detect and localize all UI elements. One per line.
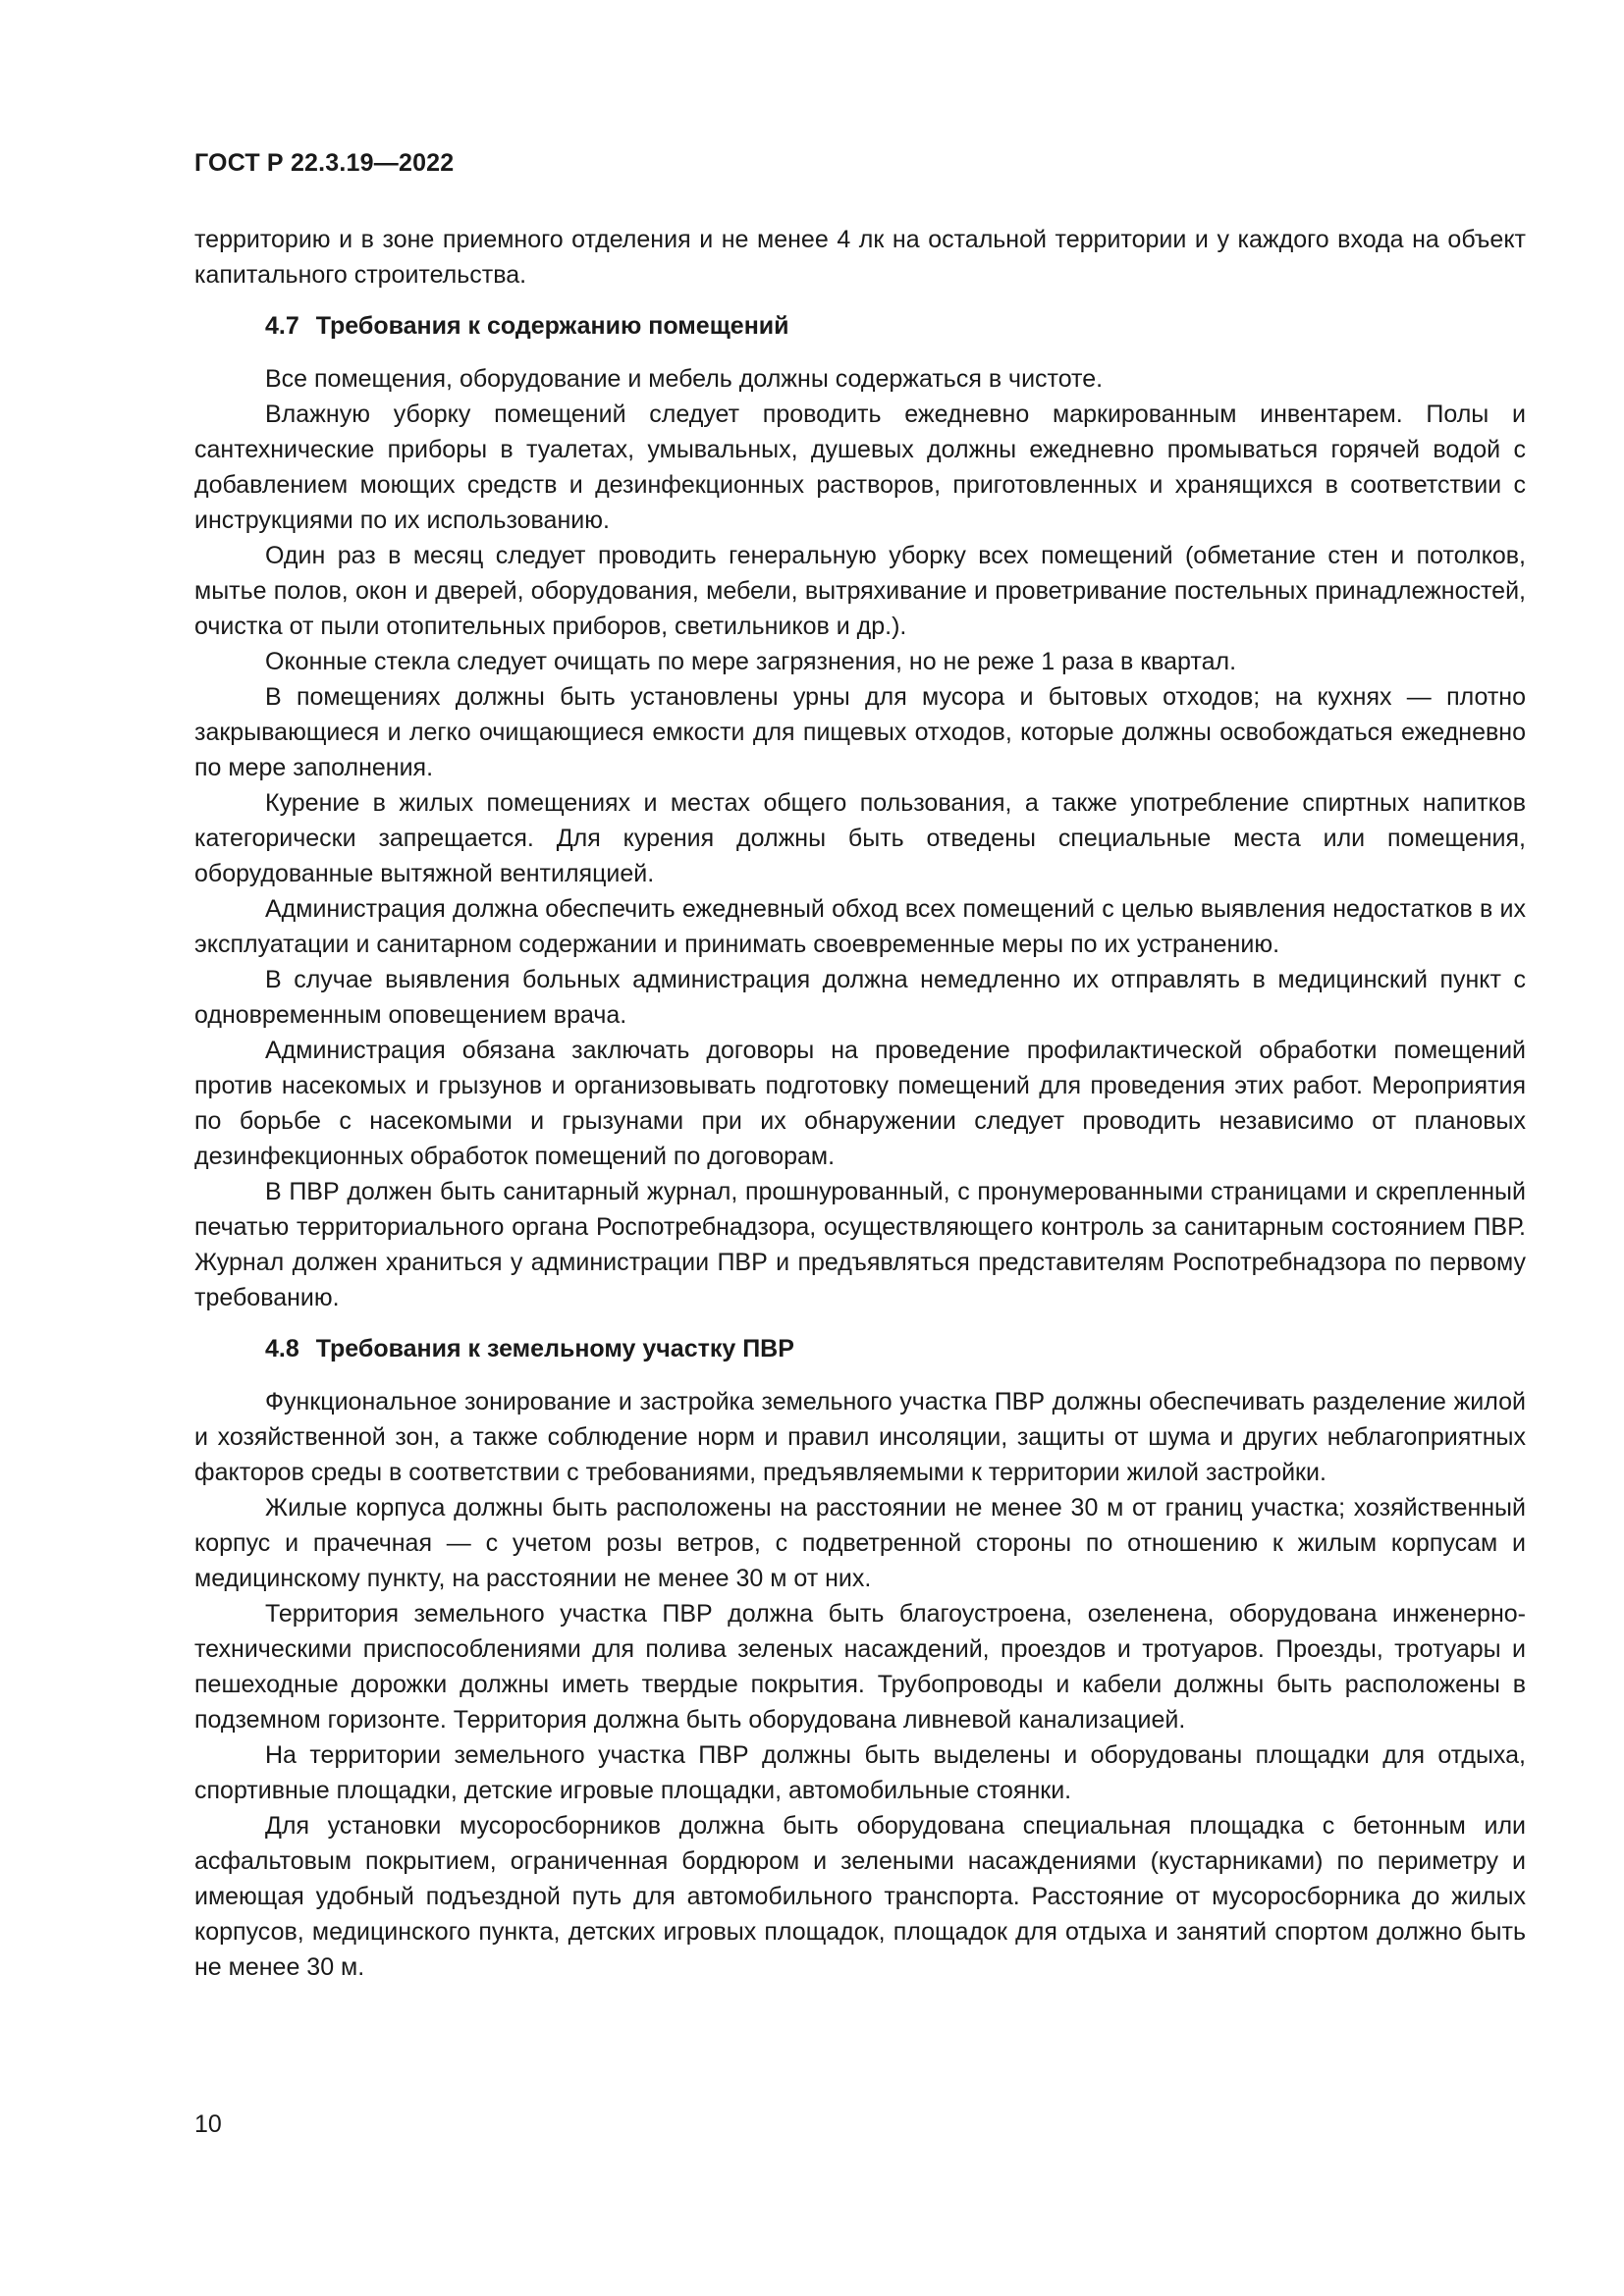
section-4-8-paragraph: Жилые корпуса должны быть расположены на расстоянии не менее 30 м от границ участка; хозяйственный корпус и прачечная — с учетом розы ветров, с подветренной стороны по отношению к жилым корпусам и медицинскому пункту, на расстоянии не менее 30 м от них. — [194, 1494, 1526, 1592]
document-body — [194, 222, 1526, 1985]
section-4-7-paragraph: Оконные стекла следует очищать по мере загрязнения, но не реже 1 раза в квартал. — [265, 648, 1237, 675]
section-4-8-number: 4.8 — [265, 1335, 299, 1362]
page-number: 10 — [194, 2110, 222, 2138]
section-4-7-title: Требования к содержанию помещений — [315, 312, 789, 340]
section-4-7-paragraph: Администрация обязана заключать договоры на проведение профилактической обработки помещений против насекомых и грызунов и организовывать подготовку помещений для проведения этих работ. Мероприятия по борьбе с насекомыми и грызунами при их обнаружении следует проводить независимо от плановых дезинфекционных обработок помещений по договорам. — [194, 1037, 1526, 1170]
section-4-8-paragraph: Для установки мусоросборников должна быть оборудована специальная площадка с бетонным или асфальтовым покрытием, ограниченная бордюром и зелеными насаждениями (кустарниками) по периметру и имеющая удобный подъездной путь для автомобильного транспорта. Расстояние от мусоросборника до жилых корпусов, медицинского пункта, детских игровых площадок, площадок для отдыха и занятий спортом должно быть не менее 30 м. — [194, 1812, 1526, 1981]
section-4-7-paragraph: Влажную уборку помещений следует проводить ежедневно маркированным инвентарем. Полы и сантехнические приборы в туалетах, умывальных, душевых должны ежедневно промываться горячей водой с добавлением моющих средств и дезинфекционных растворов, приготовленных и хранящихся в соответствии с инструкциями по их использованию. — [194, 400, 1526, 534]
section-4-7-paragraph: Курение в жилых помещениях и местах общего пользования, а также употребление спиртных напитков категорически запрещается. Для курения должны быть отведены специальные места или помещения, оборудованные вытяжной вентиляцией. — [194, 789, 1526, 887]
section-4-7-paragraph: В помещениях должны быть установлены урны для мусора и бытовых отходов; на кухнях — плотно закрывающиеся и легко очищающиеся емкости для пищевых отходов, которые должны освобождаться ежедневно по мере заполнения. — [194, 683, 1526, 781]
intro-continuation-paragraph: территорию и в зоне приемного отделения и не менее 4 лк на остальной территории и у каждого входа на объект капитального строительства. — [194, 226, 1526, 289]
section-4-8-paragraph: На территории земельного участка ПВР должны быть выделены и оборудованы площадки для отдыха, спортивные площадки, детские игровые площадки, автомобильные стоянки. — [194, 1741, 1526, 1804]
section-4-7-paragraph: Все помещения, оборудование и мебель должны содержаться в чистоте. — [265, 365, 1104, 393]
section-4-8-paragraph: Территория земельного участка ПВР должна быть благоустроена, озеленена, оборудована инженерно-техническими приспособлениями для полива зеленых насаждений, проездов и тротуаров. Проезды, тротуары и пешеходные дорожки должны иметь твердые покрытия. Трубопроводы и кабели должны быть расположены в подземном горизонте. Территория должна быть оборудована ливневой канализацией. — [194, 1600, 1526, 1734]
section-4-8-heading — [194, 1331, 1526, 1366]
section-4-7-paragraph: Один раз в месяц следует проводить генеральную уборку всех помещений (обметание стен и потолков, мытье полов, окон и дверей, оборудования, мебели, вытряхивание и проветривание постельных принадлежностей, очистка от пыли отопительных приборов, светильников и др.). — [194, 542, 1526, 640]
document-header-id: ГОСТ Р 22.3.19—2022 — [194, 149, 455, 177]
section-4-8-paragraph: Функциональное зонирование и застройка земельного участка ПВР должны обеспечивать разделение жилой и хозяйственной зон, а также соблюдение норм и правил инсоляции, защиты от шума и других неблагоприятных факторов среды в соответствии с требованиями, предъявляемыми к территории жилой застройки. — [194, 1388, 1526, 1486]
section-4-8-title: Требования к земельному участку ПВР — [315, 1335, 794, 1362]
section-4-7-number: 4.7 — [265, 312, 299, 340]
section-4-7-paragraph: В ПВР должен быть санитарный журнал, прошнурованный, с пронумерованными страницами и скрепленный печатью территориального органа Роспотребнадзора, осуществляющего контроль за санитарным состоянием ПВР. Журнал должен храниться у администрации ПВР и предъявляться представителям Роспотребнадзора по первому требованию. — [194, 1178, 1526, 1311]
section-4-7-heading — [194, 308, 1526, 344]
section-4-7-paragraph: В случае выявления больных администрация должна немедленно их отправлять в медицинский пункт с одновременным оповещением врача. — [194, 966, 1526, 1029]
section-4-7-paragraph: Администрация должна обеспечить ежедневный обход всех помещений с целью выявления недостатков в их эксплуатации и санитарном содержании и принимать своевременные меры по их устранению. — [194, 895, 1526, 958]
